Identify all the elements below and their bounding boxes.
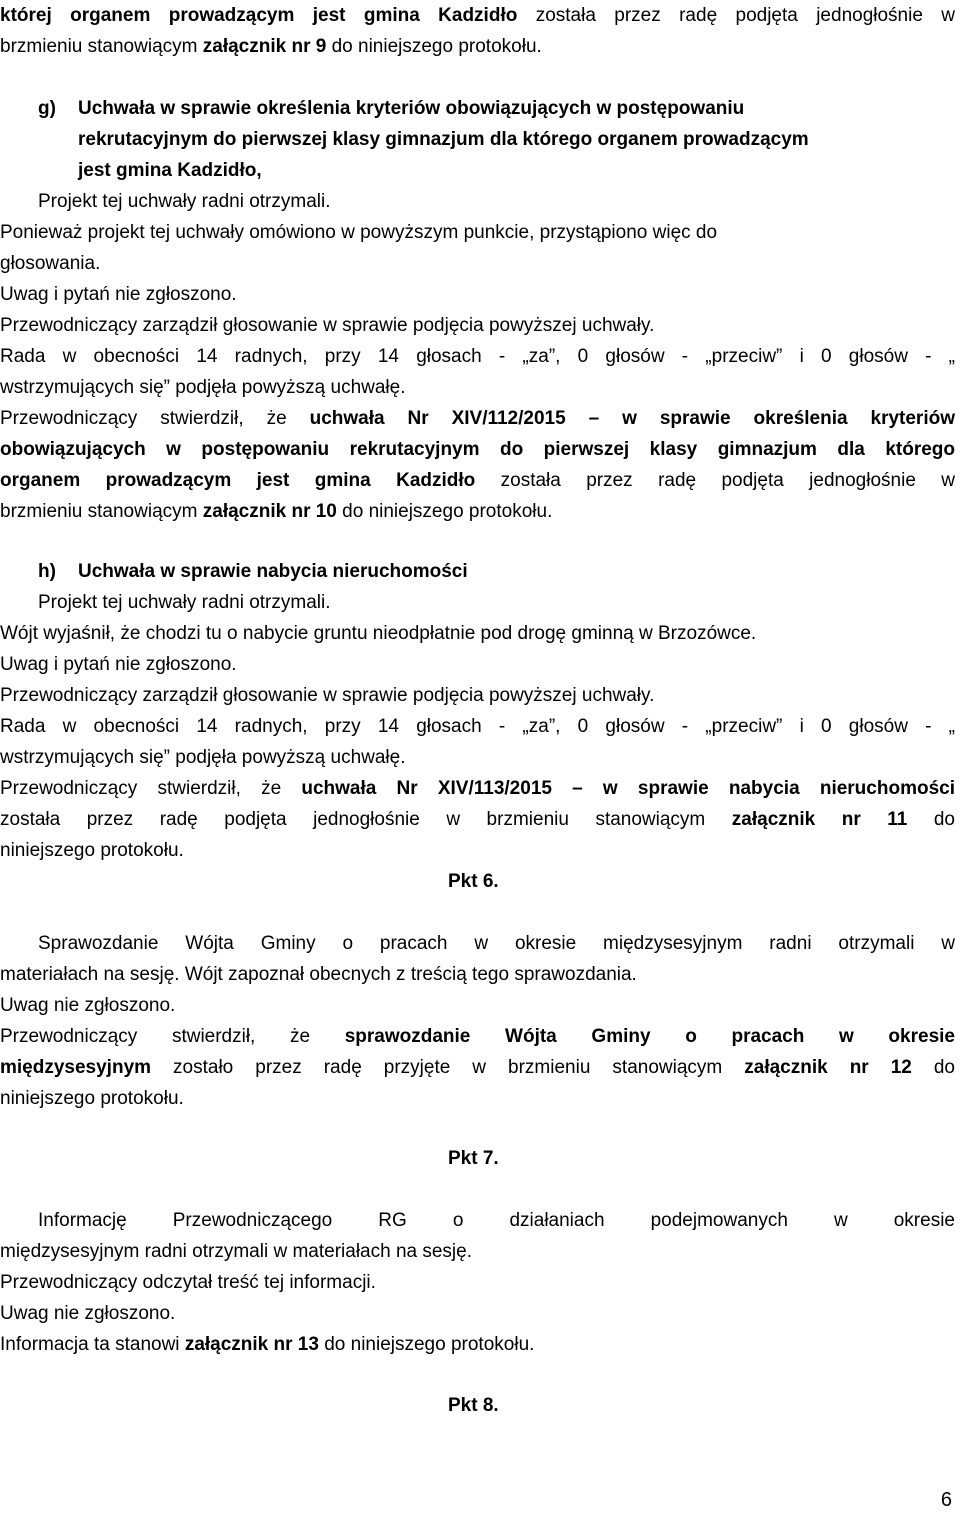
paragraph-line — [0, 773, 955, 804]
text: Informacja ta stanowi — [0, 1334, 185, 1355]
text: brzmieniu stanowiącym — [0, 501, 203, 522]
text: Przewodniczący stwierdził, że — [0, 778, 302, 799]
paragraph-line: niniejszego protokołu. — [0, 1088, 184, 1109]
paragraph-line: wstrzymujących się” podjęła powyższą uchwałę. — [0, 747, 406, 768]
bold-text: załącznik nr 13 — [184, 1334, 319, 1355]
bold-text: międzysesyjnym — [0, 1057, 152, 1078]
section-heading-text: jest gmina Kadzidło, — [78, 160, 262, 181]
section-title-pkt7: Pkt 7. — [448, 1148, 499, 1169]
paragraph-line: Uwag nie zgłoszono. — [0, 995, 176, 1016]
paragraph-line — [0, 804, 955, 835]
section-heading-g — [38, 93, 56, 124]
paragraph-line: Przewodniczący odczytał treść tej informacji. — [0, 1272, 376, 1293]
text: zostało przez radę przyjęte w brzmieniu stanowiącym — [151, 1057, 745, 1078]
paragraph-line — [0, 403, 955, 434]
text: do niniejszego protokołu. — [326, 36, 542, 57]
paragraph-line: Projekt tej uchwały radni otrzymali. — [38, 191, 331, 212]
text: Przewodniczący stwierdził, że — [0, 408, 310, 429]
bold-text: załącznik nr 12 — [744, 1057, 912, 1078]
paragraph-line: Przewodniczący zarządził głosowanie w sprawie podjęcia powyższej uchwały. — [0, 315, 655, 336]
bold-text: załącznik nr 11 — [731, 809, 908, 830]
section-label: h) — [38, 561, 56, 582]
paragraph-line: Projekt tej uchwały radni otrzymali. — [38, 592, 331, 613]
paragraph-line: Informację Przewodniczącego RG o działaniach podejmowanych w okresie — [38, 1210, 955, 1231]
text: została przez radę podjęta jednogłośnie w — [517, 5, 955, 26]
paragraph-line: głosowania. — [0, 253, 101, 274]
bold-text: uchwała Nr XIV/112/2015 – w sprawie określenia kryteriów — [309, 408, 955, 429]
section-title-pkt6: Pkt 6. — [448, 871, 499, 892]
bold-text: załącznik nr 9 — [202, 36, 327, 57]
paragraph-line: Rada w obecności 14 radnych, przy 14 głosach - „za”, 0 głosów - „przeciw” i 0 głosów - „ — [0, 346, 955, 367]
text: do niniejszego protokołu. — [318, 1334, 535, 1355]
bold-text: której organem prowadzącym jest gmina Kadzidło — [0, 5, 518, 26]
bold-text: uchwała Nr XIV/113/2015 – w sprawie nabycia nieruchomości — [301, 778, 955, 799]
section-heading-text: Uchwała w sprawie określenia kryteriów obowiązujących w postępowaniu — [78, 98, 745, 119]
section-heading-text: Uchwała w sprawie nabycia nieruchomości — [78, 561, 468, 582]
text: do — [911, 1057, 955, 1078]
text: Przewodniczący stwierdził, że — [0, 1026, 345, 1047]
paragraph-line: Przewodniczący zarządził głosowanie w sprawie podjęcia powyższej uchwały. — [0, 685, 655, 706]
bold-text: organem prowadzącym jest gmina Kadzidło — [0, 470, 476, 491]
bold-text: sprawozdanie Wójta Gminy o pracach w okresie — [344, 1026, 955, 1047]
paragraph-line: Uwag i pytań nie zgłoszono. — [0, 654, 237, 675]
paragraph-line: Rada w obecności 14 radnych, przy 14 głosach - „za”, 0 głosów - „przeciw” i 0 głosów - „ — [0, 716, 955, 737]
bold-text: załącznik nr 10 — [202, 501, 337, 522]
text: do niniejszego protokołu. — [336, 501, 553, 522]
section-heading-text: rekrutacyjnym do pierwszej klasy gimnazjum dla którego organem prowadzącym — [78, 129, 809, 150]
paragraph-line: Uwag i pytań nie zgłoszono. — [0, 284, 237, 305]
paragraph-line — [0, 1329, 534, 1360]
paragraph-line — [0, 465, 955, 496]
paragraph-line: wstrzymujących się” podjęła powyższą uchwałę. — [0, 377, 406, 398]
section-title-pkt8: Pkt 8. — [448, 1395, 499, 1416]
text: do — [907, 809, 955, 830]
section-heading-h — [38, 556, 56, 587]
paragraph-line: międzysesyjnym radni otrzymali w materiałach na sesję. — [0, 1241, 472, 1262]
paragraph-line: Ponieważ projekt tej uchwały omówiono w powyższym punkcie, przystąpiono więc do — [0, 222, 718, 243]
paragraph-line: Wójt wyjaśnił, że chodzi tu o nabycie gruntu nieodpłatnie pod drogę gminną w Brzozówce. — [0, 623, 757, 644]
section-label: g) — [38, 98, 56, 119]
paragraph-line — [0, 496, 552, 527]
paragraph-line: Sprawozdanie Wójta Gminy o pracach w okresie międzysesyjnym radni otrzymali w — [38, 933, 955, 954]
paragraph-line: niniejszego protokołu. — [0, 840, 184, 861]
text: brzmieniu stanowiącym — [0, 36, 203, 57]
paragraph-line — [0, 0, 955, 31]
paragraph-line — [0, 1052, 955, 1083]
paragraph-line: materiałach na sesję. Wójt zapoznał obecnych z treścią tego sprawozdania. — [0, 964, 637, 985]
text: została przez radę podjęta jednogłośnie w — [475, 470, 955, 491]
paragraph-line — [0, 1021, 955, 1052]
page-number: 6 — [940, 1489, 952, 1511]
paragraph-line: obowiązujących w postępowaniu rekrutacyjnym do pierwszej klasy gimnazjum dla którego — [0, 439, 955, 460]
paragraph-line: Uwag nie zgłoszono. — [0, 1303, 176, 1324]
paragraph-line — [0, 31, 542, 62]
text: została przez radę podjęta jednogłośnie w brzmieniu stanowiącym — [0, 809, 732, 830]
